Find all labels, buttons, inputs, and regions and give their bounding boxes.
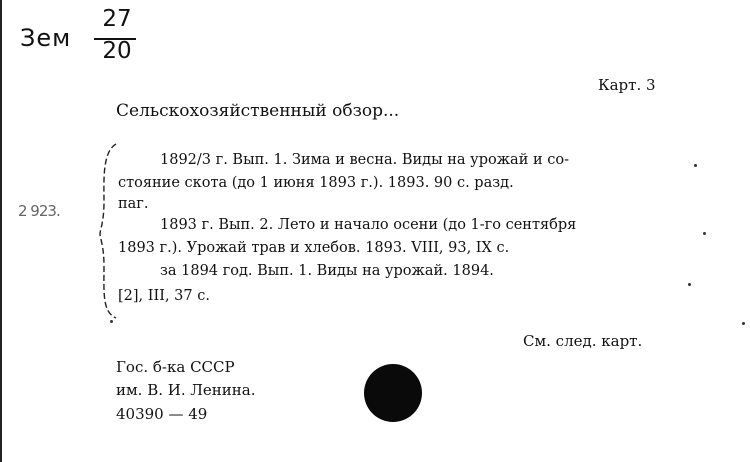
card-left-edge [0,0,2,462]
entry-line-4: 1893 г. Вып. 2. Лето и начало осени (до 1-го сентября [160,217,577,233]
handwritten-prefix: Зем [20,24,72,52]
entry-line-1: 1892/3 г. Вып. 1. Зима и весна. Виды на урожай и со- [160,152,569,168]
entry-line-7: [2], III, 37 с. [118,288,210,304]
entry-line-2: стояние скота (до 1 июня 1893 г.). 1893. 90 с. разд. [118,175,514,191]
speck-mark [694,164,697,167]
handwritten-numerator: 27 [102,6,132,32]
punch-hole [364,364,422,422]
entry-line-3: паг. [118,196,149,212]
speck-mark [110,320,113,323]
brace-mark [98,142,118,322]
see-next-card: См. след. карт. [523,332,643,350]
handwritten-denominator: 20 [102,38,132,64]
card-title: Сельскохозяйственный обзор... [116,101,400,121]
library-line-2: им. В. И. Ленина. [116,381,256,399]
speck-mark [703,232,706,235]
entry-line-6: за 1894 год. Вып. 1. Виды на урожай. 1894. [160,263,494,279]
speck-mark [742,322,745,325]
entry-line-5: 1893 г.). Урожай трав и хлебов. 1893. VIII, 93, IX с. [118,240,510,256]
library-line-1: Гос. б-ка СССР [116,358,235,376]
handwritten-side-mark: 2 923. [18,202,60,220]
library-line-3: 40390 — 49 [116,405,208,423]
speck-mark [688,283,691,286]
card-number: Карт. 3 [598,76,656,94]
